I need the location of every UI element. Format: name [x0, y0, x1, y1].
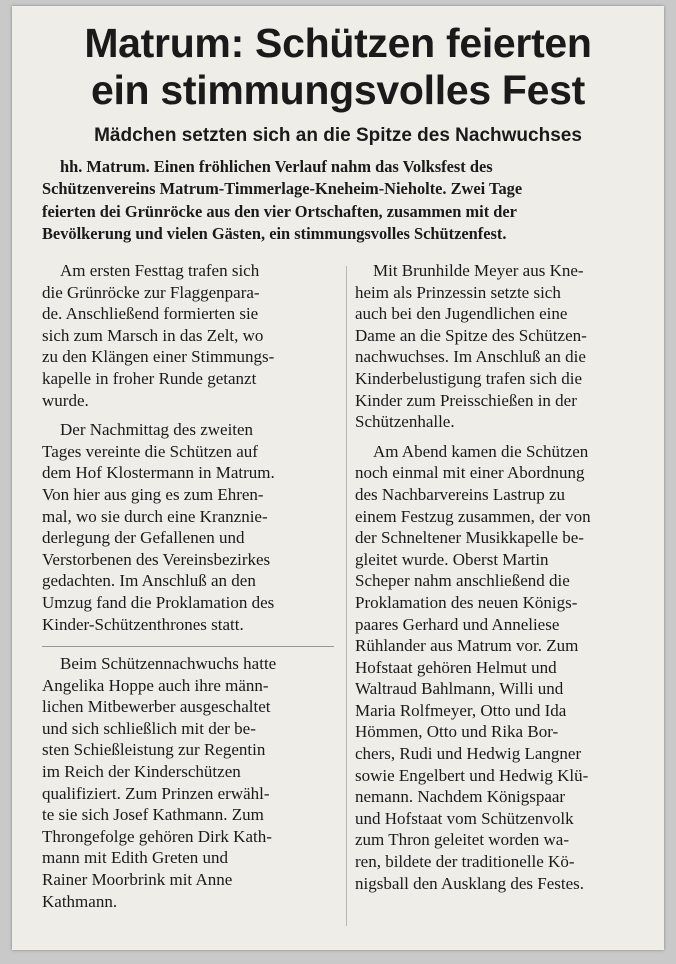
- body-line: Rühlander aus Matrum vor. Zum: [355, 636, 579, 656]
- body-line: Throngefolge gehören Dirk Kath-: [42, 826, 272, 846]
- body-line: zum Thron geleitet worden wa-: [355, 830, 570, 850]
- body-line: lichen Mitbewerber ausgeschaltet: [42, 697, 271, 717]
- body-line: Maria Rolfmeyer, Otto und Ida: [355, 700, 567, 720]
- body-line: qualifiziert. Zum Prinzen erwähl-: [42, 783, 270, 803]
- body-line: Umzug fand die Proklamation des: [42, 592, 275, 612]
- body-line: Der Nachmittag des zweiten: [60, 420, 254, 440]
- body-line: Scheper nahm anschließend die: [355, 571, 570, 591]
- body-line: auch bei den Jugendlichen eine: [355, 304, 568, 324]
- body-line: Kinderbelustigung trafen sich die: [355, 368, 583, 388]
- body-line: Rainer Moorbrink mit Anne: [42, 870, 233, 890]
- body-line: sten Schießleistung zur Regentin: [42, 740, 266, 760]
- lead-line: Bevölkerung und vielen Gästen, ein stimmungsvolles Schützenfest.: [42, 223, 507, 243]
- body-line: sich zum Marsch in das Zelt, wo: [42, 325, 264, 345]
- body-line: Kinder-Schützenthrones statt.: [42, 614, 244, 634]
- body-line: te sie sich Josef Kathmann. Zum: [42, 805, 264, 825]
- paragraph-gap: [42, 411, 338, 419]
- paragraph-gap: [42, 635, 338, 653]
- body-line: nigsball den Ausklang des Festes.: [355, 873, 585, 893]
- lead-line: Schützenvereins Matrum-Timmerlage-Kneheim-Nieholte. Zwei Tage: [42, 179, 523, 199]
- body-line: die Grünröcke zur Flaggenpara-: [42, 282, 260, 302]
- lead-line: feierten dei Grünröcke aus den vier Ortschaften, zusammen mit der: [42, 201, 517, 221]
- subheadline: Mädchen setzten sich an die Spitze des Nachwuchses: [94, 125, 582, 146]
- body-line: derlegung der Gefallenen und: [42, 528, 245, 548]
- body-line: einem Festzug zusammen, der von: [355, 506, 591, 526]
- body-line: Dame an die Spitze des Schützen-: [355, 325, 587, 345]
- body-line: Am ersten Festtag trafen sich: [60, 261, 260, 280]
- body-line: nachwuchses. Im Anschluß an die: [355, 347, 586, 367]
- column-divider: [346, 266, 347, 926]
- left-column: [42, 260, 338, 912]
- body-line: gleitet wurde. Oberst Martin: [355, 549, 549, 569]
- lead-paragraph: [42, 156, 654, 245]
- lead-line: hh. Matrum. Einen fröhlichen Verlauf nahm das Volksfest des: [60, 157, 493, 176]
- body-line: Angelika Hoppe auch ihre männ-: [42, 675, 269, 695]
- body-line: und sich schließlich mit der be-: [42, 718, 256, 738]
- body-line: Hofstaat gehören Helmut und: [355, 657, 557, 677]
- body-line: gedachten. Im Anschluß an den: [42, 571, 256, 591]
- body-line: Hömmen, Otto und Rika Bor-: [355, 722, 559, 742]
- body-line: und Hofstaat vom Schützenvolk: [355, 808, 574, 828]
- body-line: des Nachbarvereins Lastrup zu: [355, 484, 566, 504]
- body-line: Verstorbenen des Vereinsbezirkes: [42, 549, 271, 569]
- body-line: Tages vereinte die Schützen auf: [42, 441, 258, 461]
- body-line: kapelle in froher Runde getanzt: [42, 368, 257, 388]
- body-line: heim als Prinzessin setzte sich: [355, 282, 561, 302]
- body-line: Am Abend kamen die Schützen: [373, 441, 589, 461]
- headline: [12, 20, 664, 114]
- body-line: im Reich der Kinderschützen: [42, 762, 241, 782]
- body-line: Von hier aus ging es zum Ehren-: [42, 484, 264, 504]
- newspaper-clipping: [12, 6, 664, 950]
- body-line: Schützenhalle.: [355, 412, 455, 432]
- body-line: noch einmal mit einer Abordnung: [355, 463, 585, 483]
- body-line: paares Gerhard und Anneliese: [355, 614, 560, 634]
- body-line: chers, Rudi und Hedwig Langner: [355, 744, 582, 764]
- headline-line: ein stimmungsvolles Fest: [90, 67, 586, 113]
- body-line: mann mit Edith Greten und: [42, 848, 229, 868]
- body-line: Mit Brunhilde Meyer aus Kne-: [373, 261, 584, 280]
- body-line: Kinder zum Preisschießen in der: [355, 390, 577, 410]
- body-line: mal, wo sie durch eine Kranznie-: [42, 506, 268, 526]
- body-line: nemann. Nachdem Königspaar: [355, 787, 566, 807]
- body-line: sowie Engelbert und Hedwig Klü-: [355, 765, 589, 785]
- body-line: dem Hof Klostermann in Matrum.: [42, 463, 275, 483]
- body-line: wurde.: [42, 390, 89, 410]
- body-line: Beim Schützennachwuchs hatte: [60, 654, 277, 674]
- body-line: zu den Klängen einer Stimmungs-: [42, 347, 275, 367]
- body-line: der Schneltener Musikkapelle be-: [355, 528, 584, 548]
- right-column: [355, 260, 655, 894]
- body-line: de. Anschließend formierten sie: [42, 304, 259, 324]
- paragraph-gap: [355, 433, 655, 441]
- headline-line: Matrum: Schützen feierten: [84, 20, 592, 66]
- body-line: Kathmann.: [42, 891, 118, 911]
- body-line: Waltraud Bahlmann, Willi und: [355, 679, 564, 699]
- body-line: Proklamation des neuen Königs-: [355, 592, 578, 612]
- body-line: ren, bildete der traditionelle Kö-: [355, 852, 575, 872]
